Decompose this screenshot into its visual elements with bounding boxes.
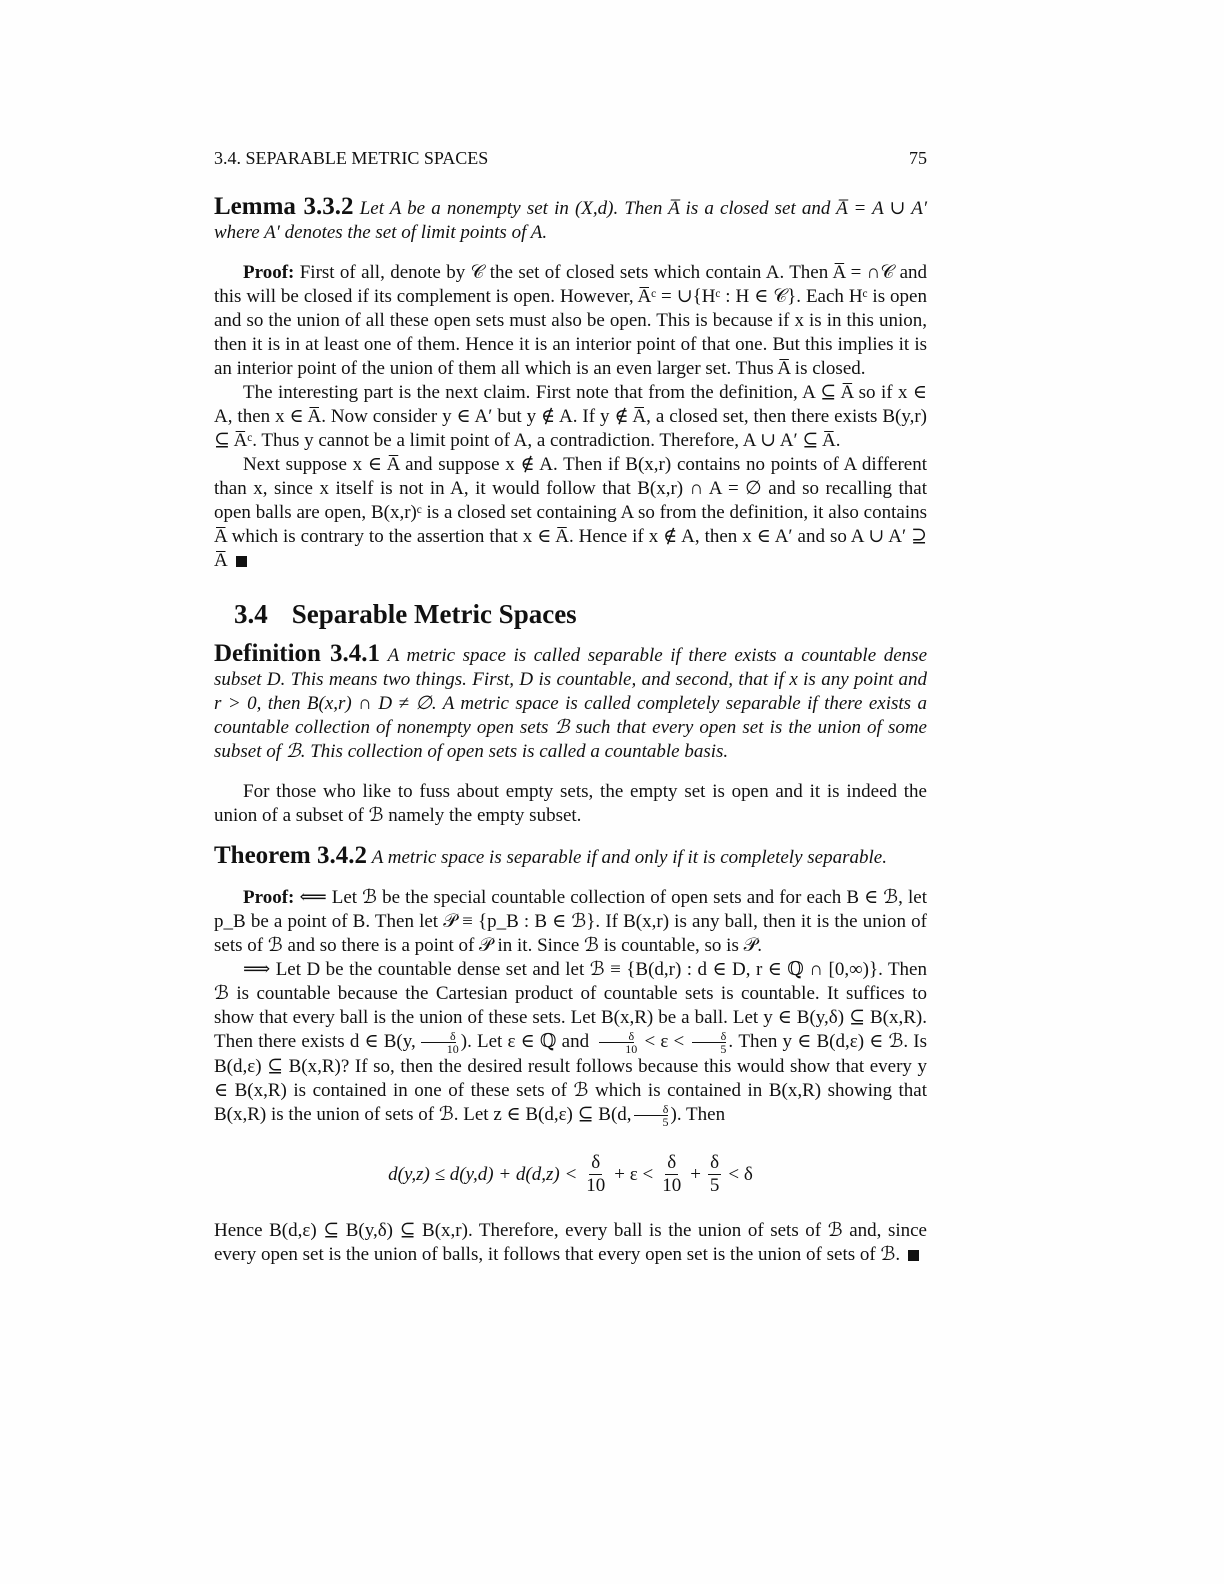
frac-denominator: 10	[625, 1042, 638, 1057]
display-inequality	[214, 1152, 927, 1197]
theorem-label: Theorem 3.4.2	[214, 842, 367, 869]
lemma-3-3-2	[214, 195, 927, 245]
lemma-statement: Let A be a nonempty set in (X,d). Then A̅ is a closed set and A̅ = A ∪ A′ where A′ denotes the set of limit points of A.	[214, 198, 928, 243]
fraction-delta-over-5	[634, 1103, 669, 1128]
frac-numerator: δ	[634, 1103, 669, 1116]
display-frac-numerator: δ	[667, 1152, 677, 1174]
frac-numerator: δ	[599, 1030, 634, 1043]
section-number: 3.4	[234, 599, 268, 629]
page-number: 75	[909, 148, 927, 168]
display-mid1: + ε <	[614, 1163, 654, 1185]
definition-3-4-1	[214, 642, 927, 764]
display-frac-denominator: 5	[709, 1175, 720, 1197]
display-mid2: +	[690, 1163, 701, 1185]
proof-label: Proof:	[243, 262, 295, 283]
theorem-proof-text-2d: . Then y ∈ B(d,ε) ∈ ℬ. Is B(d,ε) ⊆ B(x,R)? If so, then the desired result follows because this would show that every y ∈ B(x,R) is contained in one of these sets of ℬ which is contained in B(x,R) showing that B(x,R) is the union of sets of ℬ. Let z ∈ B(d,ε) ⊆ B(d,	[214, 1031, 928, 1126]
running-header	[214, 148, 927, 169]
theorem-proof-p2	[214, 958, 927, 1128]
theorem-proof-text-3: Hence B(d,ε) ⊆ B(y,δ) ⊆ B(x,r). Therefore, every ball is the union of sets of ℬ and, since every open set is the union of balls, it follows that every open set is the union of sets of ℬ.	[214, 1220, 927, 1266]
display-lhs: d(y,z) ≤ d(y,d) + d(d,z) <	[388, 1163, 578, 1185]
frac-numerator: δ	[421, 1030, 456, 1043]
theorem-proof-text-2b: ). Let ε ∈ ℚ and	[460, 1031, 590, 1052]
frac-denominator: 5	[662, 1115, 669, 1130]
display-frac-numerator: δ	[710, 1152, 720, 1174]
display-end: < δ	[728, 1163, 753, 1185]
display-frac-numerator: δ	[591, 1152, 601, 1174]
theorem-statement: A metric space is separable if and only if it is completely separable.	[371, 847, 887, 868]
display-fraction-delta-over-10	[660, 1152, 683, 1197]
frac-denominator: 10	[446, 1042, 459, 1057]
definition-label: Definition 3.4.1	[214, 640, 381, 667]
lemma-label: Lemma 3.3.2	[214, 193, 354, 220]
frac-denominator: 5	[720, 1042, 727, 1057]
display-frac-denominator: 10	[586, 1175, 606, 1197]
lemma-proof-text-3: Next suppose x ∈ A̅ and suppose x ∉ A. Then if B(x,r) contains no points of A different than x, since x itself is not in A, it would follow that B(x,r) ∩ A = ∅ and so recalling that open balls are open, B(x,r)ᶜ is a closed set containing A so from the definition, it also contains A̅ which is contrary to the assertion that x ∈ A̅. Hence if x ∉ A, then x ∈ A′ and so A ∪ A′ ⊇ A̅	[214, 454, 927, 571]
lemma-proof-p1	[214, 261, 927, 381]
lemma-proof-p3	[214, 453, 927, 573]
fraction-delta-over-5	[691, 1030, 726, 1055]
lemma-proof-text-1: First of all, denote by 𝒞 the set of closed sets which contain A. Then A̅ = ∩𝒞 and this will be closed if its complement is open. However, A̅ᶜ = ∪{Hᶜ : H ∈ 𝒞}. Each Hᶜ is open and so the union of all these open sets must also be open. This is because if x is in this union, then it is in at least one of them. Hence it is an interior point of that one. But this implies it is an interior point of the union of them all which is an even larger set. Thus A̅ is closed.	[214, 262, 927, 379]
fraction-delta-over-10	[418, 1030, 459, 1055]
page	[214, 148, 927, 1267]
running-header-section: 3.4. SEPARABLE METRIC SPACES	[214, 148, 489, 168]
display-fraction-delta-over-10	[584, 1152, 607, 1197]
qed-square-icon	[908, 1250, 919, 1261]
theorem-proof-text-2a: ⟹ Let D be the countable dense set and let ℬ ≡ {B(d,r) : d ∈ D, r ∈ ℚ ∩ [0,∞)}. Then ℬ is countable because the Cartesian product of countable sets is countable. It suffices to show that every ball is the union of these sets. Let B(x,R) be a ball. Let y ∈ B(y,δ) ⊆ B(x,R). Then there exists d ∈ B(y,	[214, 959, 927, 1052]
fraction-delta-over-10	[596, 1030, 637, 1055]
section-heading	[234, 599, 927, 630]
theorem-proof-label: Proof:	[243, 887, 295, 908]
theorem-proof-text-2e: ). Then	[670, 1104, 726, 1126]
qed-square-icon	[236, 556, 247, 567]
section-title: Separable Metric Spaces	[291, 599, 577, 629]
lemma-proof-p2: The interesting part is the next claim. First note that from the definition, A ⊆ A̅ so if x ∈ A, then x ∈ A̅. Now consider y ∈ A′ but y ∉ A. If y ∉ A̅, a closed set, then there exists B(y,r) ⊆ A̅ᶜ. Thus y cannot be a limit point of A, a contradiction. Therefore, A ∪ A′ ⊆ A̅.	[214, 382, 927, 451]
theorem-3-4-2	[214, 844, 927, 870]
remark-paragraph: For those who like to fuss about empty sets, the empty set is open and it is indeed the union of a subset of ℬ namely the empty subset.	[214, 781, 927, 826]
theorem-proof-p3	[214, 1219, 927, 1267]
theorem-proof-p1	[214, 886, 927, 958]
display-fraction-delta-over-5	[708, 1152, 722, 1197]
display-frac-denominator: 10	[662, 1175, 682, 1197]
definition-statement: A metric space is called separable if there exists a countable dense subset D. This means two things. First, D is countable, and second, that if x is any point and r > 0, then B(x,r) ∩ D ≠ ∅. A metric space is called completely separable if there exists a countable collection of nonempty open sets ℬ such that every open set is the union of some subset of ℬ. This collection of open sets is called a countable basis.	[214, 645, 927, 762]
theorem-proof-text-1: ⟸ Let ℬ be the special countable collection of open sets and for each B ∈ ℬ, let p_B be a point of B. Then let 𝒫 ≡ {p_B : B ∈ ℬ}. If B(x,r) is any ball, then it is the union of sets of ℬ and so there is a point of 𝒫 in it. Since ℬ is countable, so is 𝒫.	[214, 887, 927, 956]
frac-numerator: δ	[692, 1030, 727, 1043]
theorem-proof-text-2c: < ε <	[644, 1031, 685, 1052]
